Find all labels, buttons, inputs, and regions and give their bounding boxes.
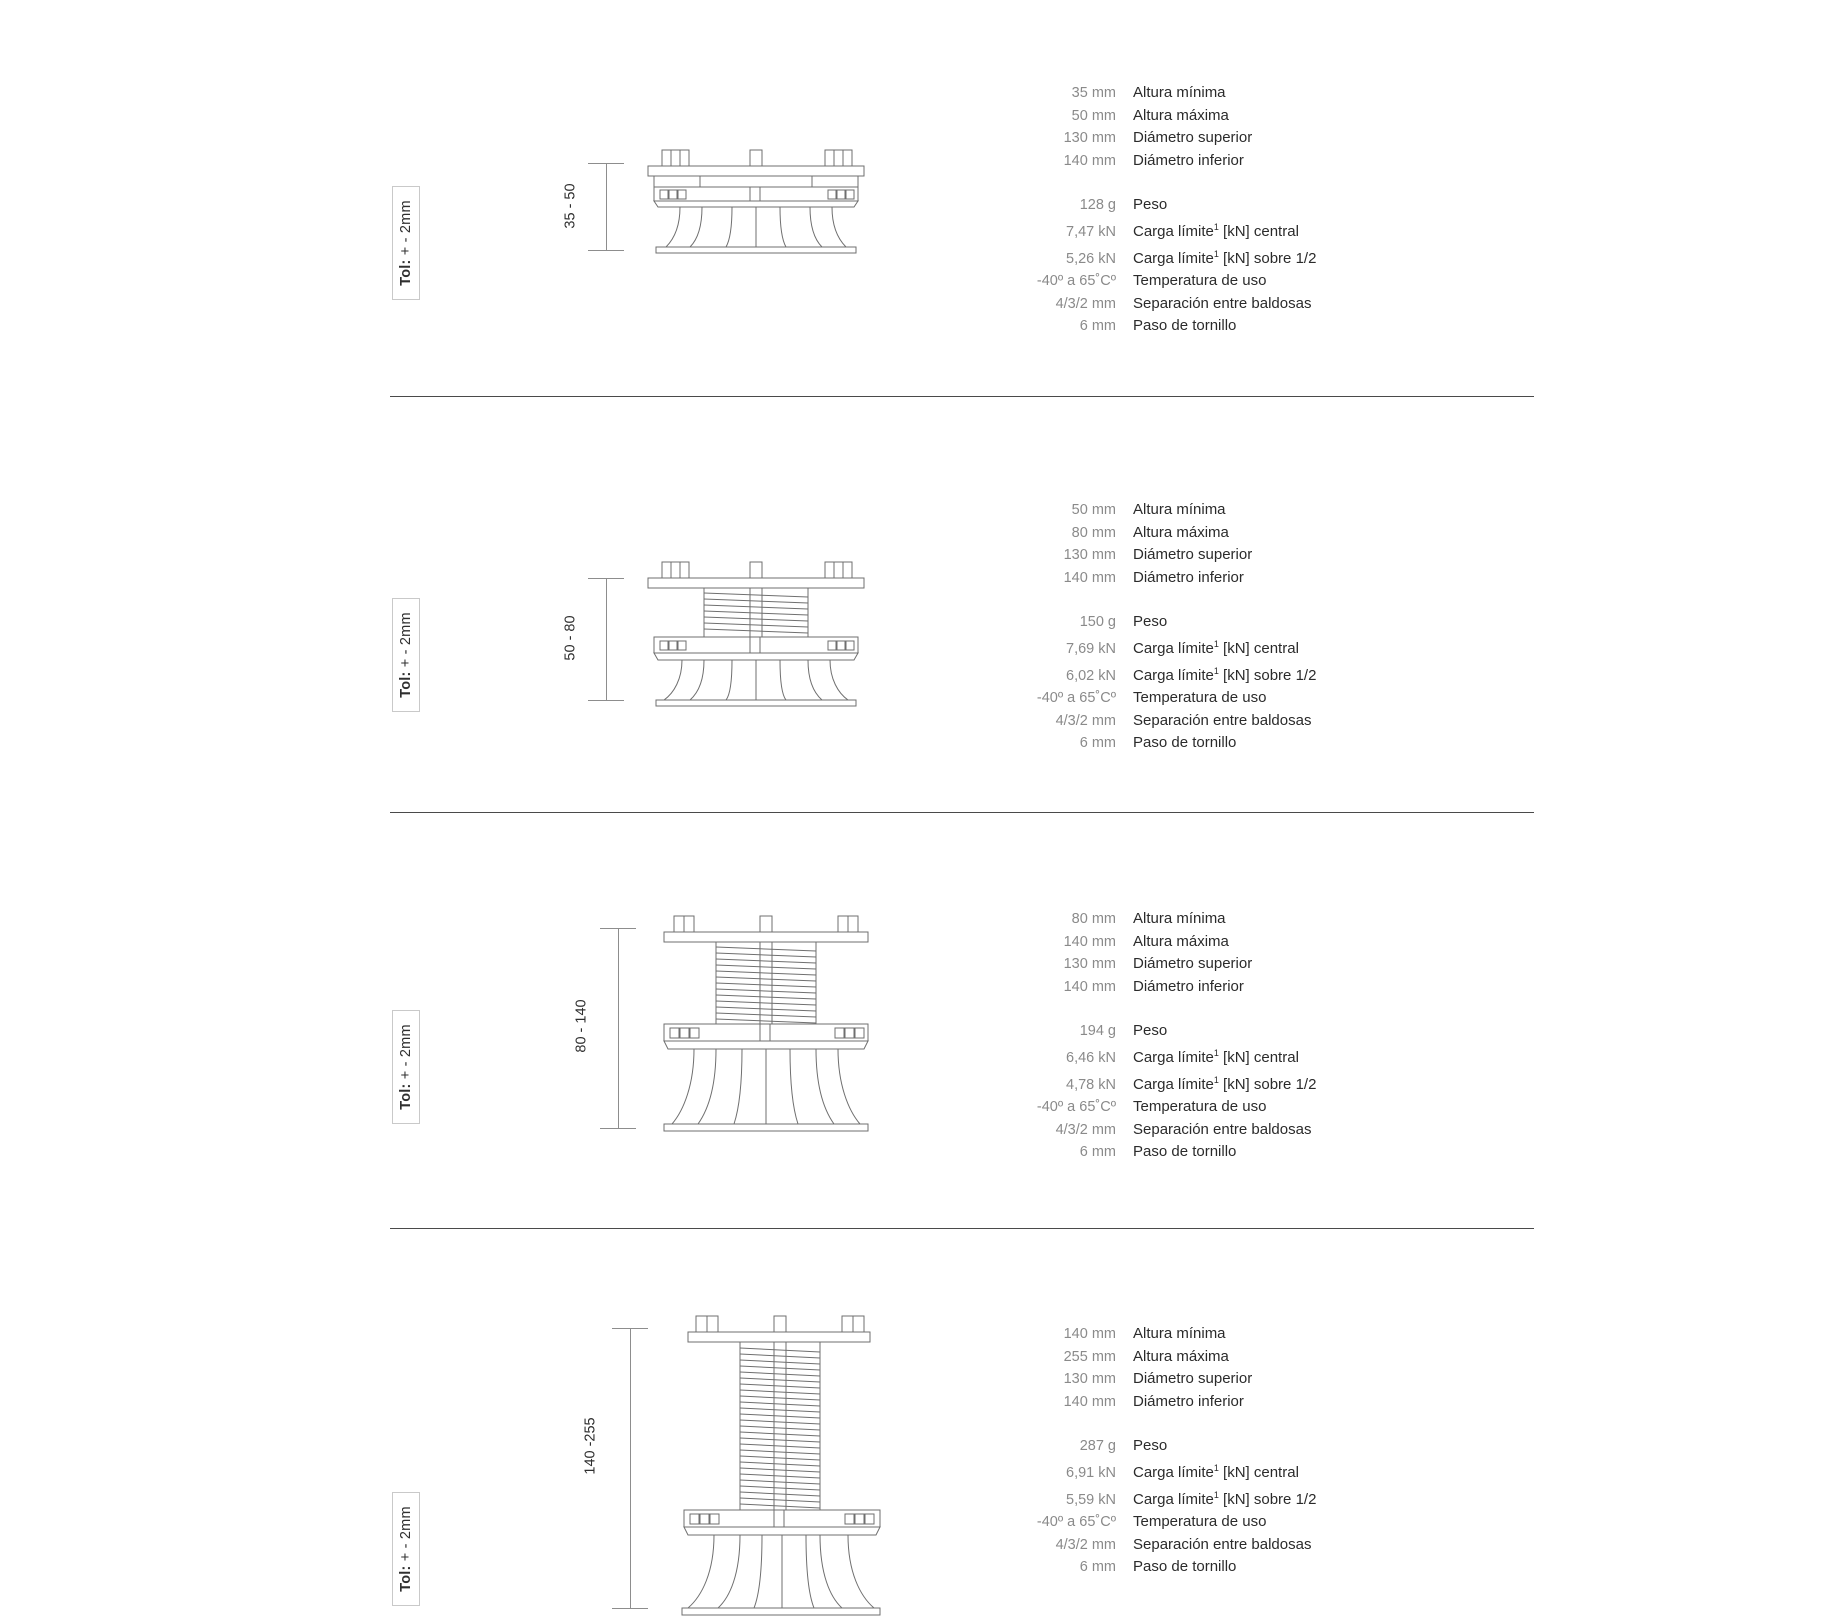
spec-row-tile-gap-3 xyxy=(1000,1119,1316,1142)
tolerance-label-1: Tol: + - 2mm xyxy=(398,200,415,286)
spec-row-tile-gap-2 xyxy=(1000,710,1316,733)
specs-table-1 xyxy=(1000,82,1316,338)
dimension-tick-bottom-4 xyxy=(612,1608,648,1609)
spec-value: -40º a 65˚Cº xyxy=(1036,1514,1116,1531)
spec-label: Altura máxima xyxy=(1133,1347,1229,1365)
spec-value: 4/3/2 mm xyxy=(1055,712,1116,729)
spec-value: 4/3/2 mm xyxy=(1055,295,1116,312)
spec-value: -40º a 65˚Cº xyxy=(1036,273,1116,290)
spec-label: Temperatura de uso xyxy=(1133,1098,1267,1116)
tolerance-badge-3 xyxy=(392,1010,420,1124)
spec-value: 5,26 kN xyxy=(1066,250,1116,267)
spec-label: Paso de tornillo xyxy=(1133,1558,1237,1576)
spec-row-load-central-4 xyxy=(1000,1458,1316,1485)
spec-label: Peso xyxy=(1133,1437,1168,1455)
spec-value: 130 mm xyxy=(1063,130,1116,147)
spec-value: 140 mm xyxy=(1063,152,1116,169)
spec-value: 130 mm xyxy=(1063,956,1116,973)
spec-value: 140 mm xyxy=(1063,1326,1116,1342)
spec-row-load-half-2 xyxy=(1000,661,1316,688)
spec-label: Carga límite$^1$ [kN] sobre 1/2 xyxy=(1133,248,1317,267)
spec-row-max-height-2 xyxy=(1000,522,1316,545)
spec-label: Carga límite$^1$ [kN] central xyxy=(1133,638,1299,657)
spec-row-temperature-4 xyxy=(1000,1511,1316,1534)
spec-value: 80 mm xyxy=(1071,524,1116,541)
specs-table-3 xyxy=(1000,908,1316,1164)
spec-value: 6,02 kN xyxy=(1066,667,1116,684)
spec-row-max-height-4 xyxy=(1000,1346,1316,1369)
spec-value: 140 mm xyxy=(1063,1393,1116,1410)
spec-row-max-height-3 xyxy=(1000,931,1316,954)
spec-value: 287 g xyxy=(1079,1438,1116,1455)
tolerance-label-2: Tol: + - 2mm xyxy=(398,612,415,698)
spec-label: Diámetro inferior xyxy=(1133,977,1244,995)
dimension-tick-bottom-1 xyxy=(588,250,624,251)
spec-spacer xyxy=(1000,172,1316,194)
pedestal-illustration-1 xyxy=(640,145,880,260)
spec-row-top-diameter-4 xyxy=(1000,1368,1316,1391)
dimension-line-4 xyxy=(630,1328,631,1608)
spec-label: Separación entre baldosas xyxy=(1133,711,1312,729)
dimension-label-4: 140 -255 xyxy=(582,1417,599,1475)
spec-label: Carga límite$^1$ [kN] central xyxy=(1133,221,1299,240)
spec-label: Diámetro inferior xyxy=(1133,1392,1244,1410)
spec-value: -40º a 65˚Cº xyxy=(1036,690,1116,707)
spec-value: 194 g xyxy=(1079,1023,1116,1040)
spec-value: 150 g xyxy=(1079,614,1116,631)
tolerance-badge-4 xyxy=(392,1492,420,1606)
spec-value: 50 mm xyxy=(1071,502,1116,518)
pedestal-illustration-4 xyxy=(662,1312,902,1617)
spec-row-bottom-diameter-4 xyxy=(1000,1391,1316,1414)
spec-row-tile-gap-1 xyxy=(1000,293,1316,316)
spec-label: Altura máxima xyxy=(1133,523,1229,541)
spec-row-load-half-3 xyxy=(1000,1070,1316,1097)
spec-value: 140 mm xyxy=(1063,978,1116,995)
dimension-label-2: 50 - 80 xyxy=(562,615,579,661)
spec-value: -40º a 65˚Cº xyxy=(1036,1099,1116,1116)
spec-row-tile-gap-4 xyxy=(1000,1534,1316,1557)
dimension-tick-bottom-2 xyxy=(588,700,624,701)
spec-label: Paso de tornillo xyxy=(1133,734,1237,752)
specs-table-4 xyxy=(1000,1323,1316,1579)
tolerance-label-4: Tol: + - 2mm xyxy=(398,1506,415,1592)
spec-label: Altura mínima xyxy=(1133,84,1226,101)
section-divider-3 xyxy=(390,1228,1534,1229)
spec-label: Temperatura de uso xyxy=(1133,272,1267,290)
spec-row-weight-4 xyxy=(1000,1435,1316,1458)
spec-label: Altura máxima xyxy=(1133,932,1229,950)
spec-value: 4/3/2 mm xyxy=(1055,1121,1116,1138)
section-divider-2 xyxy=(390,812,1534,813)
spec-row-bottom-diameter-2 xyxy=(1000,567,1316,590)
spec-value: 7,69 kN xyxy=(1066,640,1116,657)
spec-row-temperature-2 xyxy=(1000,687,1316,710)
spec-label: Carga límite$^1$ [kN] central xyxy=(1133,1462,1299,1481)
spec-spacer xyxy=(1000,1413,1316,1435)
spec-row-min-height-2 xyxy=(1000,499,1316,522)
spec-label: Carga límite$^1$ [kN] sobre 1/2 xyxy=(1133,1074,1317,1093)
spec-label: Altura mínima xyxy=(1133,1325,1226,1342)
spec-label: Diámetro superior xyxy=(1133,546,1253,564)
spec-value: 6 mm xyxy=(1079,1559,1116,1576)
spec-value: 80 mm xyxy=(1071,911,1116,927)
spec-row-top-diameter-3 xyxy=(1000,953,1316,976)
tolerance-badge-1 xyxy=(392,186,420,300)
spec-row-top-diameter-1 xyxy=(1000,127,1316,150)
dimension-tick-bottom-3 xyxy=(600,1128,636,1129)
spec-row-min-height-1 xyxy=(1000,82,1316,105)
dimension-label-1: 35 - 50 xyxy=(562,183,579,229)
specs-table-2 xyxy=(1000,499,1316,755)
spec-row-load-half-1 xyxy=(1000,244,1316,271)
spec-label: Altura mínima xyxy=(1133,910,1226,927)
tolerance-label-3: Tol: + - 2mm xyxy=(398,1024,415,1110)
tolerance-badge-2 xyxy=(392,598,420,712)
spec-value: 4,78 kN xyxy=(1066,1076,1116,1093)
spec-label: Diámetro superior xyxy=(1133,1370,1253,1388)
spec-label: Peso xyxy=(1133,1022,1168,1040)
spec-value: 35 mm xyxy=(1071,85,1116,101)
spec-label: Altura máxima xyxy=(1133,106,1229,124)
spec-value: 140 mm xyxy=(1063,933,1116,950)
spec-value: 6 mm xyxy=(1079,1144,1116,1161)
spec-value: 7,47 kN xyxy=(1066,223,1116,240)
dimension-label-3: 80 - 140 xyxy=(573,999,590,1053)
dimension-line-3 xyxy=(618,928,619,1128)
spec-row-weight-2 xyxy=(1000,611,1316,634)
spec-row-load-central-3 xyxy=(1000,1043,1316,1070)
spec-label: Paso de tornillo xyxy=(1133,317,1237,335)
pedestal-illustration-2 xyxy=(640,557,880,712)
spec-label: Peso xyxy=(1133,613,1168,631)
spec-row-temperature-3 xyxy=(1000,1096,1316,1119)
spec-label: Altura mínima xyxy=(1133,501,1226,518)
section-divider-1 xyxy=(390,396,1534,397)
spec-row-min-height-4 xyxy=(1000,1323,1316,1346)
spec-label: Diámetro inferior xyxy=(1133,568,1244,586)
spec-row-screw-pitch-4 xyxy=(1000,1556,1316,1579)
spec-row-top-diameter-2 xyxy=(1000,544,1316,567)
spec-label: Carga límite$^1$ [kN] sobre 1/2 xyxy=(1133,1489,1317,1508)
spec-value: 6,91 kN xyxy=(1066,1464,1116,1481)
spec-label: Temperatura de uso xyxy=(1133,1513,1267,1531)
spec-spacer xyxy=(1000,998,1316,1020)
spec-value: 50 mm xyxy=(1071,107,1116,124)
dimension-line-1 xyxy=(606,163,607,250)
spec-label: Temperatura de uso xyxy=(1133,689,1267,707)
spec-row-load-half-4 xyxy=(1000,1485,1316,1512)
spec-row-temperature-1 xyxy=(1000,270,1316,293)
spec-value: 5,59 kN xyxy=(1066,1491,1116,1508)
spec-value: 6 mm xyxy=(1079,735,1116,752)
spec-row-load-central-2 xyxy=(1000,634,1316,661)
spec-label: Peso xyxy=(1133,196,1168,214)
spec-label: Diámetro superior xyxy=(1133,955,1253,973)
spec-row-max-height-1 xyxy=(1000,105,1316,128)
spec-value: 128 g xyxy=(1079,197,1116,214)
pedestal-illustration-3 xyxy=(650,912,890,1137)
spec-label: Diámetro superior xyxy=(1133,129,1253,147)
spec-row-min-height-3 xyxy=(1000,908,1316,931)
spec-value: 4/3/2 mm xyxy=(1055,1536,1116,1553)
spec-row-screw-pitch-1 xyxy=(1000,315,1316,338)
spec-label: Carga límite$^1$ [kN] central xyxy=(1133,1047,1299,1066)
spec-label: Paso de tornillo xyxy=(1133,1143,1237,1161)
spec-row-screw-pitch-3 xyxy=(1000,1141,1316,1164)
spec-value: 140 mm xyxy=(1063,569,1116,586)
spec-row-weight-3 xyxy=(1000,1020,1316,1043)
spec-label: Separación entre baldosas xyxy=(1133,294,1312,312)
spec-row-weight-1 xyxy=(1000,194,1316,217)
spec-value: 130 mm xyxy=(1063,1371,1116,1388)
spec-label: Separación entre baldosas xyxy=(1133,1120,1312,1138)
spec-row-bottom-diameter-1 xyxy=(1000,150,1316,173)
dimension-line-2 xyxy=(606,578,607,700)
spec-row-load-central-1 xyxy=(1000,217,1316,244)
spec-label: Carga límite$^1$ [kN] sobre 1/2 xyxy=(1133,665,1317,684)
spec-spacer xyxy=(1000,589,1316,611)
spec-row-bottom-diameter-3 xyxy=(1000,976,1316,999)
spec-label: Diámetro inferior xyxy=(1133,151,1244,169)
spec-value: 130 mm xyxy=(1063,547,1116,564)
spec-label: Separación entre baldosas xyxy=(1133,1535,1312,1553)
spec-value: 6 mm xyxy=(1079,318,1116,335)
spec-row-screw-pitch-2 xyxy=(1000,732,1316,755)
spec-value: 255 mm xyxy=(1063,1348,1116,1365)
spec-value: 6,46 kN xyxy=(1066,1049,1116,1066)
